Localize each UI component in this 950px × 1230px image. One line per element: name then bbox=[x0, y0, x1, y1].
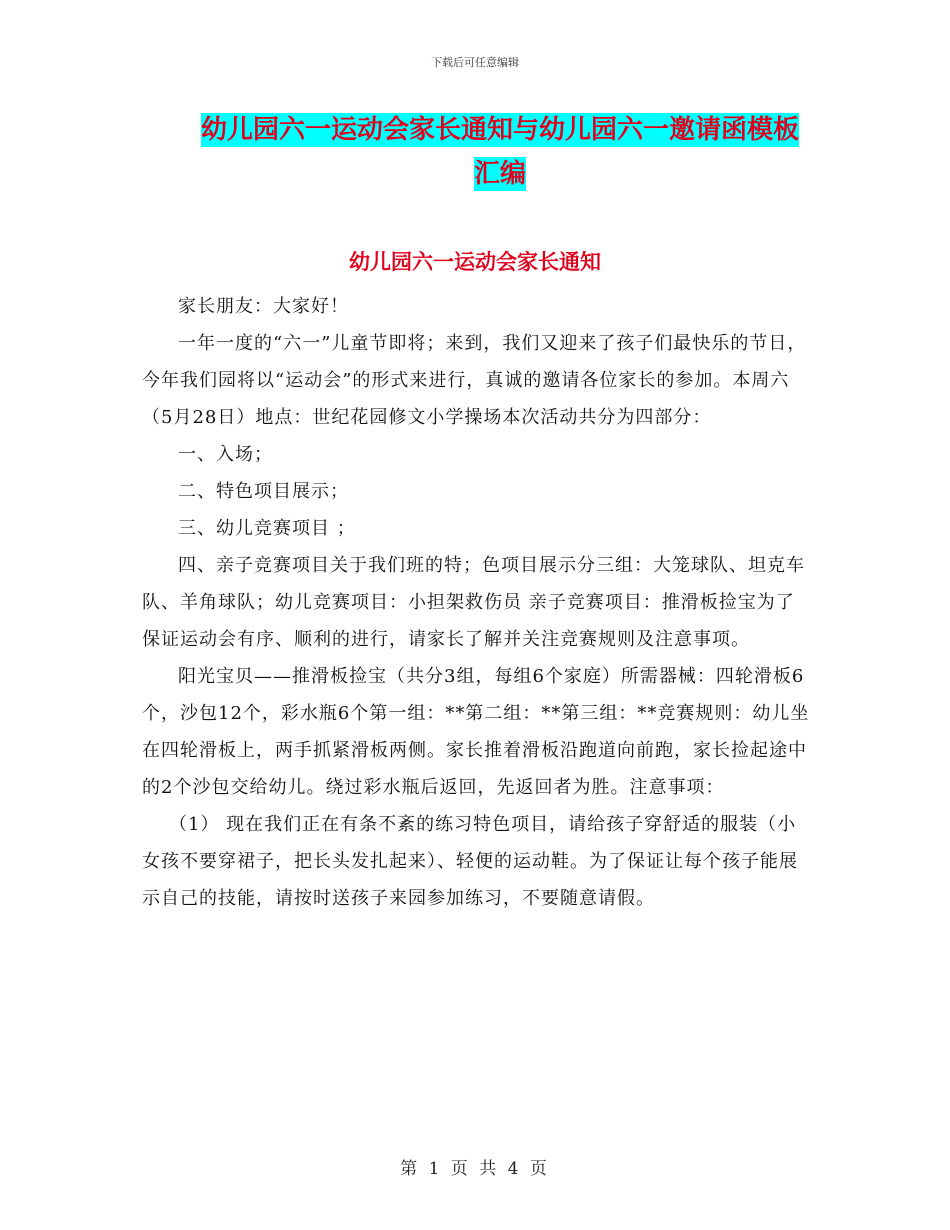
page-header-note: 下载后可任意编辑 bbox=[431, 56, 519, 69]
rules-paragraph: 阳光宝贝——推滑板捡宝（共分3组，每组6个家庭）所需器械：四轮滑板6个，沙包12个，彩水瓶6个第一组：**第二组：**第三组：**竞赛规则：幼儿坐在四轮滑板上，两手抓紧滑板两侧。家长推着滑板沿跑道向前跑，家长捡起途中的2个沙包交给幼儿。绕过彩水瓶后返回，先返回者为胜。注意事项： bbox=[142, 666, 810, 798]
section-heading: 幼儿园六一运动会家长通知 bbox=[349, 249, 601, 274]
body-text bbox=[142, 288, 810, 917]
document-title-line2: 汇编 bbox=[473, 159, 526, 189]
list-item-3: 三、幼儿竞赛项目 ； bbox=[178, 518, 356, 539]
document-title bbox=[150, 108, 850, 196]
list-item-2: 二、特色项目展示； bbox=[178, 481, 349, 502]
intro-paragraph: 一年一度的“六一”儿童节即将；来到，我们又迎来了孩子们最快乐的节日，今年我们园将以“运动会”的形式来进行，真诚的邀请各位家长的参加。本周六（5月28日）地点：世纪花园修文小学操场本次活动共分为四部分： bbox=[142, 333, 807, 428]
list-item-4: 四、亲子竞赛项目关于我们班的特；色项目展示分三组：大笼球队、坦克车队、羊角球队；幼儿竞赛项目：小担架救伤员 亲子竞赛项目：推滑板捡宝为了保证运动会有序、顺利的进行，请家长了解并关注竞赛规则及注意事项。 bbox=[142, 555, 805, 650]
notice-item-1: （1） 现在我们正在有条不紊的练习特色项目，请给孩子穿舒适的服装（小女孩不要穿裙子，把长头发扎起来）、轻便的运动鞋。为了保证让每个孩子能展示自己的技能，请按时送孩子来园参加练习，不要随意请假。 bbox=[142, 814, 798, 909]
document-title-line1: 幼儿园六一运动会家长通知与幼儿园六一邀请函模板 bbox=[200, 115, 799, 145]
page-number: 第 1 页 共 4 页 bbox=[400, 1159, 550, 1179]
list-item-1: 一、入场； bbox=[178, 444, 273, 465]
greeting-paragraph: 家长朋友：大家好！ bbox=[178, 296, 349, 317]
